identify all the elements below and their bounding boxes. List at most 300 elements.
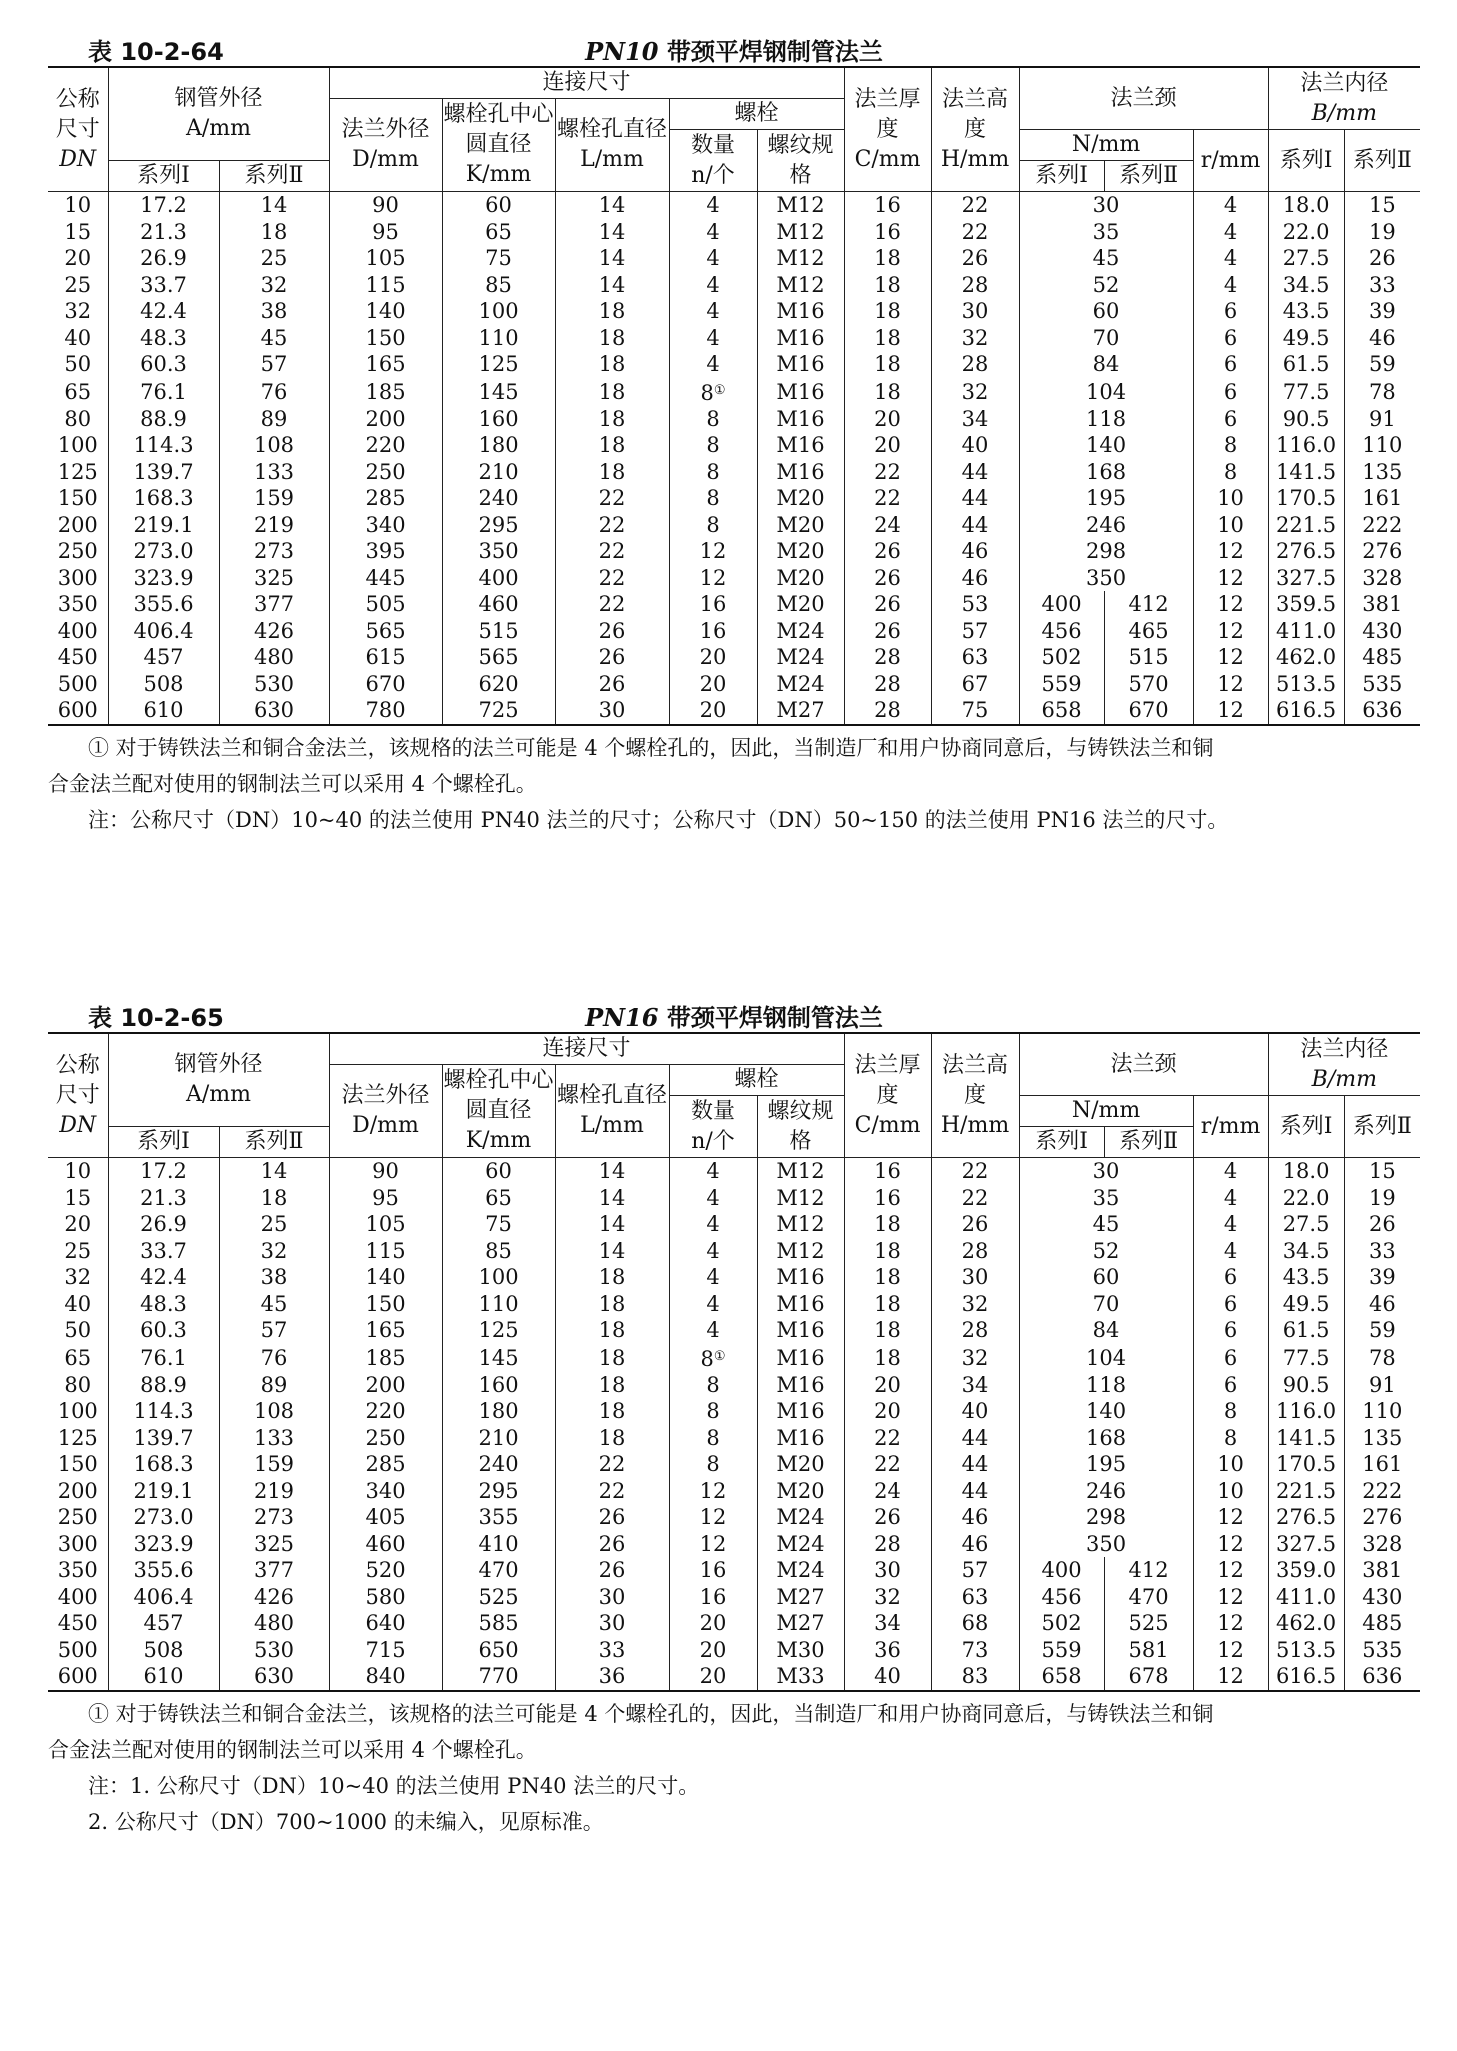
table-row: [48, 219, 1420, 246]
cell-thread: M16: [757, 1291, 844, 1318]
cell-bore-series1: 18.0: [1268, 192, 1344, 219]
cell-dn: 65: [48, 378, 108, 406]
cell-thickness: 18: [844, 272, 931, 299]
cell-thread: M20: [757, 591, 844, 618]
cell-bore-series1: 27.5: [1268, 245, 1344, 272]
cell-bolt-qty: 4: [669, 1158, 757, 1185]
table-row: [48, 1557, 1420, 1584]
cell-neck-r: 6: [1193, 325, 1268, 352]
cell-height: 67: [931, 671, 1019, 698]
cell-bolt-circle: 125: [442, 1317, 555, 1344]
cell-bolt-hole: 18: [555, 378, 669, 406]
cell-height: 32: [931, 1344, 1019, 1372]
table-row: [48, 1584, 1420, 1611]
cell-neck-r: 12: [1193, 644, 1268, 671]
cell-pipe-od-series2: 159: [219, 485, 329, 512]
header-bolt-circle: 螺栓孔中心圆直径 K/mm: [442, 1065, 555, 1158]
cell-thickness: 28: [844, 644, 931, 671]
table-block-2: [48, 998, 1420, 1840]
cell-thickness: 26: [844, 538, 931, 565]
header-pipe-series1: 系列Ⅰ: [108, 1127, 219, 1158]
cell-thickness: 18: [844, 378, 931, 406]
cell-bolt-circle: 145: [442, 378, 555, 406]
cell-bolt-circle: 65: [442, 1185, 555, 1212]
header-bolt-hole: 螺栓孔直径 L/mm: [555, 99, 669, 192]
cell-bolt-circle: 210: [442, 459, 555, 486]
cell-bore-series1: 116.0: [1268, 432, 1344, 459]
cell-dn: 450: [48, 1610, 108, 1637]
cell-bolt-hole: 22: [555, 512, 669, 539]
table-row: [48, 1185, 1420, 1212]
cell-pipe-od-series1: 26.9: [108, 245, 219, 272]
cell-bolt-qty: 4: [669, 192, 757, 219]
header-neck: 法兰颈: [1019, 67, 1268, 130]
cell-neck-r: 12: [1193, 697, 1268, 725]
table-notes: [48, 730, 1420, 838]
cell-bolt-circle: 180: [442, 432, 555, 459]
cell-thread: M16: [757, 325, 844, 352]
cell-height: 26: [931, 245, 1019, 272]
cell-bolt-circle: 515: [442, 618, 555, 645]
cell-bolt-circle: 295: [442, 512, 555, 539]
cell-neck-r: 12: [1193, 1663, 1268, 1691]
cell-bore-series1: 49.5: [1268, 325, 1344, 352]
cell-dn: 350: [48, 1557, 108, 1584]
cell-bore-series2: 33: [1344, 272, 1420, 299]
cell-flange-od: 285: [329, 1451, 442, 1478]
cell-flange-od: 115: [329, 272, 442, 299]
cell-flange-od: 250: [329, 459, 442, 486]
cell-bolt-qty: 4: [669, 1264, 757, 1291]
table-body: [48, 1158, 1420, 1691]
cell-neck-r: 4: [1193, 245, 1268, 272]
cell-thread: M16: [757, 1372, 844, 1399]
table-title-pn: PN16: [585, 1003, 659, 1032]
cell-bore-series2: 430: [1344, 618, 1420, 645]
header-bore-series1: 系列Ⅰ: [1268, 130, 1344, 192]
cell-thread: M16: [757, 406, 844, 433]
table-title-row: [48, 32, 1420, 66]
cell-dn: 100: [48, 1398, 108, 1425]
cell-neck-r: 4: [1193, 1211, 1268, 1238]
cell-thickness: 26: [844, 591, 931, 618]
cell-height: 46: [931, 538, 1019, 565]
cell-flange-od: 505: [329, 591, 442, 618]
cell-neck-n-series1: 350: [1019, 565, 1193, 592]
table-row: [48, 1663, 1420, 1691]
table-title-text: 带颈平焊钢制管法兰: [658, 38, 883, 66]
cell-bore-series1: 90.5: [1268, 406, 1344, 433]
cell-pipe-od-series1: 219.1: [108, 512, 219, 539]
cell-bolt-hole: 18: [555, 351, 669, 378]
cell-thread: M16: [757, 432, 844, 459]
table-row: [48, 1451, 1420, 1478]
cell-neck-n-series1: 246: [1019, 512, 1193, 539]
cell-bore-series1: 49.5: [1268, 1291, 1344, 1318]
cell-neck-r: 10: [1193, 485, 1268, 512]
table-row: [48, 459, 1420, 486]
table-title-row: [48, 998, 1420, 1032]
cell-dn: 20: [48, 1211, 108, 1238]
cell-neck-n-series2: 570: [1104, 671, 1193, 698]
cell-dn: 450: [48, 644, 108, 671]
cell-bore-series2: 135: [1344, 1425, 1420, 1452]
header-pipe-od: 钢管外径 A/mm: [108, 67, 329, 161]
cell-flange-od: 840: [329, 1663, 442, 1691]
cell-thread: M30: [757, 1637, 844, 1664]
cell-bolt-hole: 26: [555, 1531, 669, 1558]
cell-bolt-circle: 85: [442, 272, 555, 299]
cell-flange-od: 200: [329, 406, 442, 433]
table-row: [48, 644, 1420, 671]
cell-thickness: 18: [844, 245, 931, 272]
header-height: 法兰高度 H/mm: [931, 1033, 1019, 1158]
cell-bolt-qty: 8: [669, 485, 757, 512]
cell-neck-n-series1: 195: [1019, 1451, 1193, 1478]
cell-bore-series2: 33: [1344, 1238, 1420, 1265]
cell-neck-n-series1: 168: [1019, 459, 1193, 486]
cell-thickness: 18: [844, 298, 931, 325]
cell-bore-series2: 15: [1344, 192, 1420, 219]
cell-dn: 300: [48, 565, 108, 592]
cell-bore-series2: 381: [1344, 1557, 1420, 1584]
cell-bolt-qty: 16: [669, 1557, 757, 1584]
cell-neck-r: 8: [1193, 432, 1268, 459]
cell-bolt-hole: 18: [555, 325, 669, 352]
cell-thread: M16: [757, 1344, 844, 1372]
cell-height: 40: [931, 1398, 1019, 1425]
table-title-text: 带颈平焊钢制管法兰: [658, 1004, 883, 1032]
table-number: 表 10-2-65: [88, 1004, 224, 1032]
cell-bolt-qty: 8: [669, 432, 757, 459]
cell-neck-r: 4: [1193, 1185, 1268, 1212]
cell-bolt-circle: 110: [442, 1291, 555, 1318]
cell-bolt-hole: 14: [555, 1158, 669, 1185]
cell-neck-n-series1: 658: [1019, 697, 1104, 725]
cell-height: 26: [931, 1211, 1019, 1238]
cell-bolt-qty: 4: [669, 351, 757, 378]
cell-flange-od: 150: [329, 325, 442, 352]
cell-bolt-hole: 18: [555, 1264, 669, 1291]
cell-bolt-hole: 14: [555, 245, 669, 272]
header-pipe-series1: 系列Ⅰ: [108, 161, 219, 192]
cell-flange-od: 90: [329, 1158, 442, 1185]
cell-flange-od: 165: [329, 351, 442, 378]
cell-flange-od: 340: [329, 512, 442, 539]
cell-pipe-od-series2: 273: [219, 538, 329, 565]
cell-dn: 50: [48, 1317, 108, 1344]
cell-thread: M27: [757, 1610, 844, 1637]
cell-thickness: 18: [844, 1238, 931, 1265]
cell-bore-series1: 462.0: [1268, 644, 1344, 671]
footnote-continued: 合金法兰配对使用的钢制法兰可以采用 4 个螺栓孔。: [48, 771, 537, 796]
cell-neck-r: 4: [1193, 272, 1268, 299]
cell-bore-series1: 221.5: [1268, 512, 1344, 539]
cell-bolt-hole: 18: [555, 406, 669, 433]
cell-bolt-hole: 14: [555, 1185, 669, 1212]
cell-height: 44: [931, 512, 1019, 539]
cell-neck-r: 12: [1193, 618, 1268, 645]
cell-neck-n-series1: 118: [1019, 1372, 1193, 1399]
cell-neck-n-series1: 52: [1019, 272, 1193, 299]
table-row: [48, 1425, 1420, 1452]
cell-bolt-hole: 22: [555, 538, 669, 565]
cell-thread: M16: [757, 1317, 844, 1344]
cell-bore-series1: 18.0: [1268, 1158, 1344, 1185]
cell-neck-n-series2: 525: [1104, 1610, 1193, 1637]
cell-dn: 200: [48, 512, 108, 539]
cell-dn: 25: [48, 1238, 108, 1265]
cell-pipe-od-series1: 48.3: [108, 325, 219, 352]
cell-bolt-hole: 30: [555, 1610, 669, 1637]
cell-flange-od: 520: [329, 1557, 442, 1584]
cell-bore-series2: 636: [1344, 1663, 1420, 1691]
cell-pipe-od-series1: 355.6: [108, 1557, 219, 1584]
cell-bore-series2: 485: [1344, 1610, 1420, 1637]
cell-flange-od: 340: [329, 1478, 442, 1505]
cell-pipe-od-series2: 108: [219, 432, 329, 459]
cell-pipe-od-series2: 76: [219, 1344, 329, 1372]
cell-bore-series1: 411.0: [1268, 618, 1344, 645]
cell-bore-series1: 27.5: [1268, 1211, 1344, 1238]
cell-height: 44: [931, 459, 1019, 486]
cell-neck-n-series1: 502: [1019, 644, 1104, 671]
cell-pipe-od-series2: 25: [219, 245, 329, 272]
cell-flange-od: 460: [329, 1531, 442, 1558]
table-row: [48, 1398, 1420, 1425]
cell-neck-n-series2: 678: [1104, 1663, 1193, 1691]
table-row: [48, 1610, 1420, 1637]
cell-thread: M27: [757, 697, 844, 725]
header-height: 法兰高度 H/mm: [931, 67, 1019, 192]
cell-height: 22: [931, 219, 1019, 246]
cell-thread: M27: [757, 1584, 844, 1611]
cell-thickness: 34: [844, 1610, 931, 1637]
table-row: [48, 697, 1420, 725]
cell-pipe-od-series2: 25: [219, 1211, 329, 1238]
cell-height: 44: [931, 1451, 1019, 1478]
cell-bolt-hole: 18: [555, 1425, 669, 1452]
cell-bolt-hole: 18: [555, 1291, 669, 1318]
cell-pipe-od-series2: 325: [219, 1531, 329, 1558]
table-row: [48, 1291, 1420, 1318]
header-neck-series1: 系列Ⅰ: [1019, 1127, 1104, 1158]
cell-height: 46: [931, 1531, 1019, 1558]
table-body: [48, 192, 1420, 725]
cell-bore-series1: 170.5: [1268, 1451, 1344, 1478]
cell-bolt-qty: 16: [669, 591, 757, 618]
cell-thread: M24: [757, 1557, 844, 1584]
cell-thickness: 18: [844, 1211, 931, 1238]
cell-neck-r: 6: [1193, 1344, 1268, 1372]
cell-bore-series1: 327.5: [1268, 565, 1344, 592]
cell-bore-series2: 430: [1344, 1584, 1420, 1611]
cell-pipe-od-series1: 88.9: [108, 1372, 219, 1399]
cell-bore-series1: 22.0: [1268, 1185, 1344, 1212]
cell-bore-series2: 222: [1344, 512, 1420, 539]
cell-pipe-od-series2: 426: [219, 618, 329, 645]
cell-pipe-od-series2: 480: [219, 1610, 329, 1637]
header-neck-series2: 系列Ⅱ: [1104, 1127, 1193, 1158]
cell-flange-od: 285: [329, 485, 442, 512]
cell-thickness: 18: [844, 325, 931, 352]
cell-bolt-circle: 60: [442, 192, 555, 219]
cell-neck-n-series1: 400: [1019, 591, 1104, 618]
footnote: ① 对于铸铁法兰和铜合金法兰，该规格的法兰可能是 4 个螺栓孔的，因此，当制造厂和用户协商同意后，与铸铁法兰和铜: [88, 735, 1214, 760]
cell-bolt-qty: 4: [669, 219, 757, 246]
cell-flange-od: 140: [329, 298, 442, 325]
cell-neck-n-series1: 70: [1019, 325, 1193, 352]
table-row: [48, 1158, 1420, 1185]
cell-flange-od: 95: [329, 1185, 442, 1212]
cell-thread: M20: [757, 538, 844, 565]
cell-bore-series2: 381: [1344, 591, 1420, 618]
cell-height: 75: [931, 697, 1019, 725]
cell-dn: 125: [48, 459, 108, 486]
cell-bolt-qty: 20: [669, 1637, 757, 1664]
cell-pipe-od-series1: 17.2: [108, 192, 219, 219]
table-row: [48, 671, 1420, 698]
cell-bore-series2: 328: [1344, 1531, 1420, 1558]
cell-thread: M12: [757, 219, 844, 246]
cell-bolt-qty: 4: [669, 1238, 757, 1265]
cell-pipe-od-series2: 377: [219, 591, 329, 618]
cell-bolt-qty: 20: [669, 644, 757, 671]
cell-neck-r: 6: [1193, 406, 1268, 433]
cell-thickness: 16: [844, 1158, 931, 1185]
cell-neck-n-series1: 559: [1019, 1637, 1104, 1664]
cell-dn: 65: [48, 1344, 108, 1372]
header-bore-series2: 系列Ⅱ: [1344, 130, 1420, 192]
cell-pipe-od-series1: 42.4: [108, 298, 219, 325]
cell-thickness: 18: [844, 1264, 931, 1291]
table-row: [48, 512, 1420, 539]
cell-bolt-circle: 240: [442, 1451, 555, 1478]
cell-pipe-od-series1: 48.3: [108, 1291, 219, 1318]
cell-bolt-circle: 725: [442, 697, 555, 725]
cell-neck-n-series1: 60: [1019, 1264, 1193, 1291]
header-bolt: 螺栓: [669, 99, 844, 130]
cell-bolt-hole: 14: [555, 1211, 669, 1238]
cell-bolt-circle: 240: [442, 485, 555, 512]
cell-bolt-qty: 8: [669, 1425, 757, 1452]
cell-bore-series2: 39: [1344, 1264, 1420, 1291]
header-neck-n: N/mm: [1019, 1096, 1193, 1127]
cell-height: 44: [931, 1425, 1019, 1452]
header-thickness: 法兰厚度 C/mm: [844, 67, 931, 192]
cell-thickness: 28: [844, 1531, 931, 1558]
header-dn: 公称尺寸 DN: [48, 67, 108, 192]
cell-thickness: 18: [844, 351, 931, 378]
cell-pipe-od-series1: 508: [108, 1637, 219, 1664]
cell-bore-series1: 513.5: [1268, 671, 1344, 698]
cell-neck-n-series1: 70: [1019, 1291, 1193, 1318]
cell-dn: 500: [48, 671, 108, 698]
cell-dn: 150: [48, 485, 108, 512]
cell-bore-series2: 110: [1344, 1398, 1420, 1425]
cell-thread: M20: [757, 512, 844, 539]
cell-pipe-od-series2: 45: [219, 1291, 329, 1318]
cell-pipe-od-series2: 14: [219, 1158, 329, 1185]
cell-neck-r: 4: [1193, 192, 1268, 219]
header-neck-r: r/mm: [1193, 1096, 1268, 1158]
header-thread: 螺纹规格: [757, 130, 844, 192]
cell-pipe-od-series2: 377: [219, 1557, 329, 1584]
table-row: [48, 565, 1420, 592]
cell-neck-r: 6: [1193, 351, 1268, 378]
cell-bore-series2: 161: [1344, 485, 1420, 512]
cell-thickness: 22: [844, 1425, 931, 1452]
cell-neck-r: 12: [1193, 671, 1268, 698]
cell-bolt-circle: 160: [442, 406, 555, 433]
cell-thread: M12: [757, 272, 844, 299]
cell-pipe-od-series1: 355.6: [108, 591, 219, 618]
cell-bolt-hole: 33: [555, 1637, 669, 1664]
cell-thread: M12: [757, 1158, 844, 1185]
cell-pipe-od-series2: 219: [219, 512, 329, 539]
cell-pipe-od-series2: 630: [219, 1663, 329, 1691]
cell-flange-od: 150: [329, 1291, 442, 1318]
table-row: [48, 1317, 1420, 1344]
cell-pipe-od-series1: 508: [108, 671, 219, 698]
cell-pipe-od-series2: 57: [219, 351, 329, 378]
table-row: [48, 1504, 1420, 1531]
cell-bolt-circle: 460: [442, 591, 555, 618]
cell-pipe-od-series1: 273.0: [108, 538, 219, 565]
header-neck-r: r/mm: [1193, 130, 1268, 192]
header-flange-od: 法兰外径 D/mm: [329, 1065, 442, 1158]
cell-height: 28: [931, 272, 1019, 299]
cell-pipe-od-series2: 45: [219, 325, 329, 352]
cell-neck-n-series1: 140: [1019, 1398, 1193, 1425]
cell-pipe-od-series1: 323.9: [108, 565, 219, 592]
cell-bolt-hole: 18: [555, 1317, 669, 1344]
cell-neck-r: 12: [1193, 565, 1268, 592]
note: 注：1. 公称尺寸（DN）10~40 的法兰使用 PN40 法兰的尺寸。: [88, 1773, 700, 1798]
cell-bolt-qty: 8①: [669, 378, 757, 406]
cell-flange-od: 405: [329, 1504, 442, 1531]
cell-neck-n-series2: 412: [1104, 1557, 1193, 1584]
cell-thickness: 26: [844, 565, 931, 592]
cell-bolt-hole: 26: [555, 1557, 669, 1584]
cell-bolt-hole: 18: [555, 1398, 669, 1425]
cell-bolt-circle: 770: [442, 1663, 555, 1691]
cell-dn: 250: [48, 1504, 108, 1531]
cell-pipe-od-series2: 38: [219, 298, 329, 325]
cell-bolt-circle: 60: [442, 1158, 555, 1185]
table-row: [48, 1478, 1420, 1505]
cell-flange-od: 615: [329, 644, 442, 671]
cell-neck-n-series1: 45: [1019, 1211, 1193, 1238]
cell-pipe-od-series2: 57: [219, 1317, 329, 1344]
cell-thickness: 30: [844, 1557, 931, 1584]
cell-dn: 250: [48, 538, 108, 565]
table-row: [48, 1238, 1420, 1265]
cell-flange-od: 185: [329, 1344, 442, 1372]
table-row: [48, 272, 1420, 299]
header-dn: 公称尺寸 DN: [48, 1033, 108, 1158]
cell-thread: M20: [757, 565, 844, 592]
cell-pipe-od-series1: 139.7: [108, 459, 219, 486]
cell-pipe-od-series1: 114.3: [108, 432, 219, 459]
cell-flange-od: 200: [329, 1372, 442, 1399]
cell-bolt-circle: 620: [442, 671, 555, 698]
cell-neck-n-series1: 60: [1019, 298, 1193, 325]
cell-height: 68: [931, 1610, 1019, 1637]
cell-neck-n-series1: 104: [1019, 378, 1193, 406]
cell-bore-series2: 135: [1344, 459, 1420, 486]
table-row: [48, 1372, 1420, 1399]
